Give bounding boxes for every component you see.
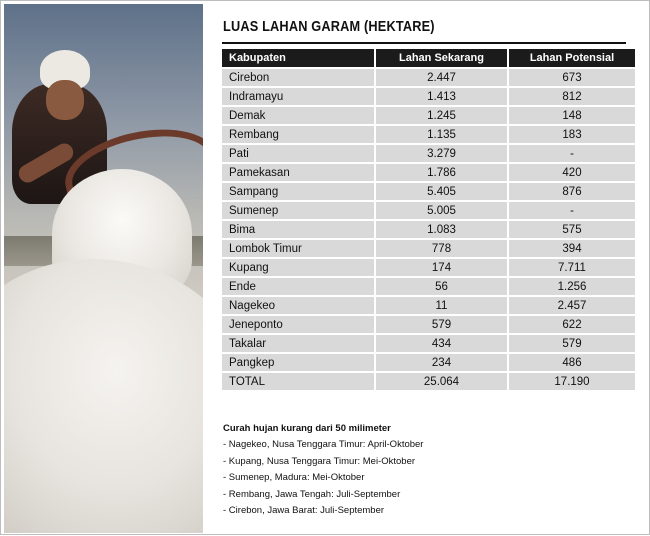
cell-kabupaten: Nagekeo: [222, 297, 374, 314]
cell-kabupaten: Rembang: [222, 126, 374, 143]
cell-lahan-sekarang: 1.135: [374, 126, 507, 143]
cell-kabupaten: Kupang: [222, 259, 374, 276]
cell-lahan-potensial: -: [507, 145, 635, 162]
cell-lahan-sekarang: 1.245: [374, 107, 507, 124]
cell-lahan-sekarang: 2.447: [374, 69, 507, 86]
notes-item: - Nagekeo, Nusa Tenggara Timur: April-Oktober: [223, 439, 424, 451]
cell-lahan-sekarang: 1.083: [374, 221, 507, 238]
table-row: [222, 354, 635, 371]
cell-kabupaten: Lombok Timur: [222, 240, 374, 257]
notes-item: - Rembang, Jawa Tengah: Juli-September: [223, 488, 401, 500]
cell-lahan-potensial: 622: [507, 316, 635, 333]
cell-kabupaten: Jeneponto: [222, 316, 374, 333]
table-row: [222, 259, 635, 276]
rainfall-notes: [223, 421, 423, 519]
table-body: [222, 69, 635, 390]
cell-kabupaten: Pati: [222, 145, 374, 162]
cell-lahan-potensial: 394: [507, 240, 635, 257]
data-panel: [221, 1, 649, 536]
cell-kabupaten: Sampang: [222, 183, 374, 200]
notes-heading: Curah hujan kurang dari 50 milimeter: [223, 423, 391, 434]
cell-lahan-potensial: 673: [507, 69, 635, 86]
table-row: [222, 126, 635, 143]
cell-kabupaten: Pamekasan: [222, 164, 374, 181]
cell-kabupaten: Indramayu: [222, 88, 374, 105]
table-row: [222, 183, 635, 200]
table-row: [222, 164, 635, 181]
cell-lahan-sekarang: 3.279: [374, 145, 507, 162]
cell-lahan-potensial: 17.190: [507, 373, 635, 390]
cell-lahan-sekarang: 1.413: [374, 88, 507, 105]
cell-lahan-sekarang: 11: [374, 297, 507, 314]
cell-lahan-potensial: 1.256: [507, 278, 635, 295]
cell-lahan-potensial: 876: [507, 183, 635, 200]
table-row: [222, 69, 635, 86]
column-header-lahan-potensial: Lahan Potensial: [507, 49, 635, 67]
cell-lahan-potensial: 7.711: [507, 259, 635, 276]
cell-lahan-potensial: 2.457: [507, 297, 635, 314]
cell-lahan-sekarang: 56: [374, 278, 507, 295]
cell-kabupaten: Demak: [222, 107, 374, 124]
cell-lahan-sekarang: 778: [374, 240, 507, 257]
cell-kabupaten: Ende: [222, 278, 374, 295]
table-row: [222, 335, 635, 352]
table-row: [222, 278, 635, 295]
title-rule: [222, 42, 626, 44]
cell-lahan-potensial: 148: [507, 107, 635, 124]
cell-lahan-sekarang: 579: [374, 316, 507, 333]
table-header-row: [222, 49, 635, 67]
table-row: [222, 373, 635, 390]
notes-item: - Kupang, Nusa Tenggara Timur: Mei-Oktober: [223, 455, 416, 467]
cell-lahan-potensial: 575: [507, 221, 635, 238]
table-row: [222, 202, 635, 219]
cell-kabupaten: Cirebon: [222, 69, 374, 86]
cell-lahan-potensial: 579: [507, 335, 635, 352]
cell-lahan-potensial: -: [507, 202, 635, 219]
cell-kabupaten: Bima: [222, 221, 374, 238]
cell-kabupaten: TOTAL: [222, 373, 374, 390]
cell-lahan-sekarang: 1.786: [374, 164, 507, 181]
table-row: [222, 145, 635, 162]
table-row: [222, 297, 635, 314]
cell-lahan-potensial: 420: [507, 164, 635, 181]
cell-kabupaten: Takalar: [222, 335, 374, 352]
cell-lahan-sekarang: 5.405: [374, 183, 507, 200]
cell-lahan-sekarang: 174: [374, 259, 507, 276]
cell-lahan-sekarang: 434: [374, 335, 507, 352]
table-row: [222, 107, 635, 124]
cell-lahan-potensial: 812: [507, 88, 635, 105]
cell-kabupaten: Pangkep: [222, 354, 374, 371]
table-row: [222, 88, 635, 105]
column-header-lahan-sekarang: Lahan Sekarang: [374, 49, 507, 67]
notes-item: - Cirebon, Jawa Barat: Juli-September: [223, 505, 385, 517]
table-row: [222, 316, 635, 333]
cell-lahan-sekarang: 234: [374, 354, 507, 371]
cell-lahan-sekarang: 5.005: [374, 202, 507, 219]
cell-kabupaten: Sumenep: [222, 202, 374, 219]
salt-land-table: [222, 47, 635, 392]
cell-lahan-sekarang: 25.064: [374, 373, 507, 390]
table-row: [222, 221, 635, 238]
salt-farmer-photo: [4, 4, 203, 533]
table-title: LUAS LAHAN GARAM (HEKTARE): [223, 18, 435, 35]
cell-lahan-potensial: 183: [507, 126, 635, 143]
notes-item: - Sumenep, Madura: Mei-Oktober: [223, 472, 365, 484]
column-header-kabupaten: Kabupaten: [222, 49, 374, 67]
table-row: [222, 240, 635, 257]
cell-lahan-potensial: 486: [507, 354, 635, 371]
